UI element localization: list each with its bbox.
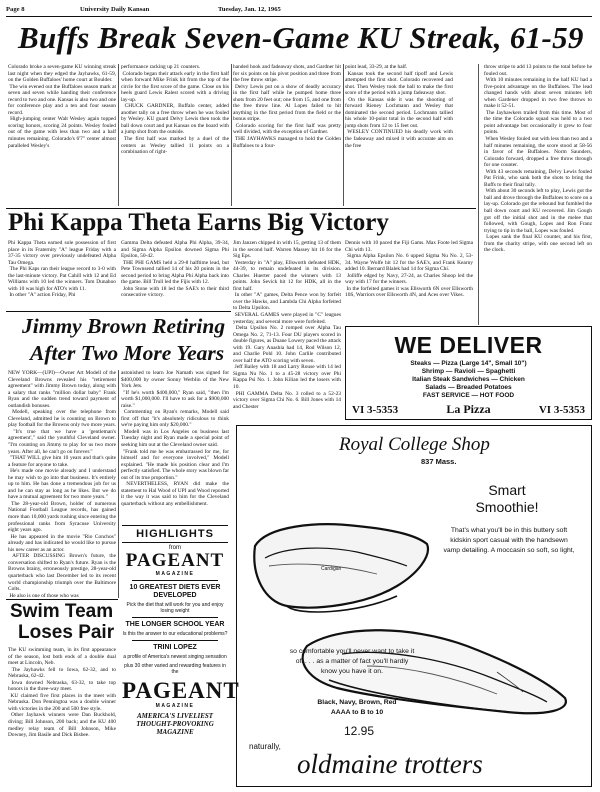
col-divider [118,370,119,598]
shop-name: Royal College Shop [339,434,490,455]
jimmy-col-1: NEW YORK—(UPI)—Owner Art Modell of the Cleveland Browns revealed his "retirement agreement" with Jimmy Brown today, along with a salary that ranks "million dollar baby" Frank Ryan and the sudden trend toward payment of outlandish bonuses. Modell, speaking over the telephone from Cleveland, admitted he is counting on Brown to play football for the Browns only two more years. "It's true that we have a 'gentleman's agreement'," said the youthful Cleveland owner. "I'm counting on Jimmy to play for us two more years. After all, he can't go on forever." "THAT WILL give him 10 years and that's quite a feature for anyone to take. He's made one movie already and I understand he may wish to go into that business. It's entirely up to him. He has done a tremendous job for us and he can stay as long as he likes. But we do have a mutual agreement for two more years." The 28-year-old Brown, holder of numerous National Football League records, has gained more than 10,000 yards rushing since entering the professional ranks from Syracuse University eight years ago. He has appeared in the movie "Rio Conchos" already and has indicated he would like to pursue his new career as an actor. AFTER DISCUSSING Brown's future, the conversation shifted to Ryan's future. Ryan is the Browns brainy, erroneously prestige, 28-year-old quarterback who last December led to its recent world championship triumph over the Baltimore Colts. He also is one of those who was [8,370,116,599]
headline-buffs: Buffs Break Seven-Game KU Streak, 61-59 [18,20,584,55]
phi-col-1: Phi Kappa Theta earned sole possession of first place in its Fraternity "A" league Friday with a 37-35 victory over previously undefeated Alpha Tau Omega. The Phi Kaps ran their league record to 3-0 with the last-minute victory. Pat Cahill with 12 and Ed Williams with 10 led the winners. Tom Dunahoo with 10 was high for ATO's with 11. In other "A" action Friday, Phi [8,240,116,299]
ad-copy: That's what you'll be in this buttery soft kidskin sport casual with the handsewn vamp detailing. A moccasin so soft, so light, [443,527,575,554]
pageant-feature-3-text: a profile of America's newest singing sensation [123,654,227,660]
pageant-feature-1: 10 GREATEST DIETS EVER DEVELOPED [129,584,221,599]
pageant-magazine-2: MAGAZINE [155,703,195,709]
shoe-sizes: AAAA to B to 10 [330,709,384,716]
deliver-phone-right: VI 3-5353 [538,404,585,416]
col-divider [478,64,479,325]
page-number: Page 8 [6,6,25,13]
pageant-feature-1-text: Pick the diet that will work for you and enjoy losing weight [126,602,224,614]
shoe-colors: Black, Navy, Brown, Red [317,699,397,706]
pageant-brand: PAGEANT [125,550,225,571]
paper-name: University Daily Kansan [80,6,150,13]
deliver-ad [345,326,592,420]
cardigan-label: Cardigan [321,566,342,572]
col-divider [343,64,344,206]
smoothie-word: Smoothie! [475,499,539,515]
pageant-ad [122,525,240,783]
header-rule [6,16,592,17]
pageant-magazine: MAGAZINE [155,571,195,577]
smart-word: Smart [488,482,526,498]
moccasin-illustration [247,466,581,721]
deliver-line-3: Italian Steak Sandwiches — Chicken [412,376,525,383]
deliver-line-5: FAST SERVICE — HOT FOOD [422,392,515,399]
deliver-phone-left: VI 3-5353 [352,404,399,416]
pageant-feature-2-text: Is this the answer to our educational problems? [122,631,228,637]
pageant-brand-2: PAGEANT [122,678,240,703]
jimmy-col-2: astonished to learn Joe Namath was signed for $400,000 by owner Sonny Werblin of the New York Jets. "If he's worth $400,000," Ryan said, "then I'm worth $1,000,000. I'll have to ask for a $900,000 raise." Commenting on Ryan's remarks, Modell said first off that "it's absolutely ridiculous to think we're paying him only $20,000." Modell was in Los Angeles on business last Tuesday night and Ryan made a special point of seeking him out at the Cleveland owner said. "Frank told me he was embarrassed for me, for himself and for everyone involved," Modell explained. "He made his position clear and I'm perfectly satisfied. The whole story was blown far out of its true proportion." NEVERTHELESS, RYAN did make the statement to Hal Wood of UPI and Wood reported it the way it was said to him for the Cleveland quarterback without any embellishment. [121,370,230,507]
issue-date: Tuesday, Jan. 12, 1965 [218,6,281,13]
deliver-name: La Pizza [446,402,491,416]
phi-col-2: Gamma Delta defeated Alpha Phi Alpha, 39-34, and Sigma Alpha Epsilon downed Sigma Phi Epsilon, 50-42. THE PHI GAMS held a 29-8 halftime lead, but Pete Townsend tallied 14 of his 20 points in the second period to bring Alpha Phi Alpha back into the game. Bill Trull led the Fijis with 12. John Stone with 18 led the SAE's to their third consecutive victory. [121,240,229,299]
pageant-feature-3: TRINI LOPEZ [153,644,197,651]
ad-copy-2: so comfortable you'll never want to take it off . . . as a matter of fact you'll hardly know you have it on. [289,648,415,675]
pageant-highlights: HIGHLIGHTS [122,525,228,543]
pageant-feature-3-extra: plus 30 other varied and rewarding features in the [124,663,226,675]
pageant-feature-2: THE LONGER SCHOOL YEAR [125,621,225,628]
pageant-from: from [169,545,181,551]
col-divider [231,64,232,206]
shoe-price: 12.95 [343,724,375,738]
buffs-col-3: handed hook and fadeaway shots, and Gardner hit for six points on his pivot position and three from the free throw stripe. Delvy Lewis put on a show of deadly accuracy in the first half while he pumped home three shots from 20 feet out; one from 15, and one from the free throw line. Al Lopes failed to hit anything in the first period from the field or the bonus stripe. Colorado scoring for the first half was pretty well divided, with the exception of Gardner. THE JAYHAWKS managed to hold the Golden Buffaloes to a four- [233,64,341,149]
phi-col-4: Dennis with 10 paced the Fiji Gams. Max Foote led Sigma Chi with 13. Sigma Alpha Epsilon No. 6 upped Sigma Nu No. 2, 53-34. Wayne Wolfe hit 12 for the SAE's, and Frank Kearny added 10. Bernard Blalek had 14 for Sigma Chi. Jolliffe edged by Navy, 27-24, as Charles Shoop led the way with 17 for the winners. In the forfeited games it was Ellsworth 6N over Ellsworth 10S, Warriors over Ellsworth 4N, and Aces over Vikes. [345,240,473,299]
headline-jimmy-2: After Two More Years [30,341,225,365]
buffs-col-1: Colorado broke a seven-game KU winning streak last night when they edged the Jayhawks, 61-59, on the Golden Buffaloes' home court at Boulder. The win evened out the Buffaloes season mark at seven and seven while handing their conference record to two and one. Kansas is also two and one for conference play and a ten and four season record. High-jumping center Walt Wesley again topped scoring honors, scoring 24 points. Wesley fouled out of the game with less than two and a half minutes remaining. Colorado's 6'7" center almost paralleled Wesley's [8,64,116,149]
pageant-divider [132,640,218,641]
shop-address: 837 Mass. [421,457,457,466]
pageant-divider [132,617,218,618]
brand-signature: oldmaine trotters [297,749,483,779]
headline-jimmy-1: Jimmy Brown Retiring [22,314,226,338]
royal-college-ad [236,425,592,787]
deliver-line-1: Steaks — Pizza (Large 14", Small 10") [410,360,527,367]
naturally-word: naturally, [249,742,281,751]
section-rule [6,599,118,600]
swim-story: The KU swimming team, in its first appearance of the season, lost both ends of a double dual meet at Lincoln, Neb. The Jayhawks fell to Iowa, 62-32, and to Nebraska, 62-42. Iowa downed Nebraska, 63-32, to take top honors in the three-way meet. KU claimed five first places in the meet with Nebraska. Don Penningtoa was a double winner with victories in the 200 and 500 free style. Other Jayhawk winners were Dan Buckhold, diving; Bill Johnson, 200 back; and the KU 400 medley relay team of Bill Johnson, Mike Downey, Jim Basile and Dick Bisbee. [8,647,116,739]
buffs-col-2: performance racking up 21 counters. Colorado began their attack early in the first half when forward Mike Frink hit from the top of the circle for the first score of the game. Close on his heels guard Lewis Ralest scored with a driving lay-up. CHUCK GARDNER, Buffalo center, added another tally on a free throw when he was fouled by Wesley. KU guard Delvy Lewis then took the ball down court and put Kansas on the board with a jump shot from the outside. The first half was marked by a duel of the centers as Wesley tallied 11 points on a combination of right- [121,64,229,156]
headline-swim-2: Loses Pair [18,622,115,643]
pageant-divider [132,580,218,581]
phi-col-3: Jim Janzen chipped in with 15, getting 13 of them in the second half. Warren Massey hit 16 for the Sig Eps. Yesterday in "A" play, Ellsworth defeated HDK, 44-39, to remain undefeated in its division. Charles Huerter paced the winners with 13 points. John Sevick hit 12 for HDK, all in the first half. In other "A" games, Delta Pence won by forfeit over the Hawks, and Lambda Chi Alpha forfeited to Delta Upsilon. SEVERAL GAMES were played in "C" leagues yesterday, and several more were forfeited. Delta Upsilon No. 2 romped over Alpha Tau Omega No. 2, 71-13. Four DU players scored in double figures, as Duane Lowery paced the attack with 19. Gary Anashia had 14, Rod Wilson 12, and Charlie Pohl 10. John Carlile contributed over half the ATO scoring with seven. Jeff Bailey with 18 and Larry Rouse with 14 led Sigma Nu No. 1 to a 45-28 victory over Phi Kappa Psi No. 1. John Kilian led the losers with 10. PHI GAMMA Delta No. 3 rolled to a 52-23 victory over Sigma Chi No. 6. Bill Jones with 14 and Chester [233,240,341,410]
section-rule [6,311,231,312]
deliver-title: WE DELIVER [394,332,543,358]
pageant-tagline: AMERICA'S LIVELIEST THOUGHT-PROVOKING MAGAZINE [136,712,214,736]
headline-swim-1: Swim Team [10,601,114,622]
headline-phi-kappa: Phi Kappa Theta Earns Big Victory [8,209,389,236]
buffs-col-4: point lead, 33-29, at the half. Kansas took the second half tipoff and Lewis attempted the first shot. Colorado recovered and shot. Then Wesley took the ball to make the first score of the period with a jump fadeaway shot. On the Kansas side it was the shooting of forward Rieney Lochmann and Wesley that dominated the second period. Lochmann tallied his whole 10-point total in the second half with jump shots from 12 to 15 feet out. WESLEY CONTINUED his deadly work with the fadeaway and mixed it with accurate aim on the free [345,64,454,149]
deliver-line-2: Shrimp — Ravioli — Spaghetti [421,368,516,375]
buffs-col-5: throw stripe to add 13 points to the total before he fouled out. With 10 minutes remaining in the half KU had a five-point advantage on the Buffaloes. The lead changed hands with about seven minutes left when Gardener dropped in two free throws to make it 52-51. The Jayhawkers trailed from this time. Most of the time the Colorado squad was held to a two point advantage but occasionally it grew to four points. When Wesley fouled out with less than two and a half minutes remaining, the score stood at 58-56 in favor of the Buffaloes. Norm Saunders, Colorado forward, dropped a free throw through for one counter. With 43 seconds remaining, Delvy Lewis fouled Pat Frink, who sank both the shots to bring the Buffs to their final tally. With about 30 seconds left to play, Lewis got the ball and drove through the Buffaloes to score on a lay-up. Colorado got the rebound but fumbled the ball down court and KU recovered. Jim Gough got off the initial shot and in the melee that followed, with Gough, Lopes and Ron Franz trying to tip in the ball, Lopes was fouled. Lopes sank the final KU counter, and his first, from the charity stripe, with one second left on the clock. [484,64,592,254]
deliver-line-4: Salads — Breaded Potatoes [425,384,512,391]
col-divider [118,64,119,206]
